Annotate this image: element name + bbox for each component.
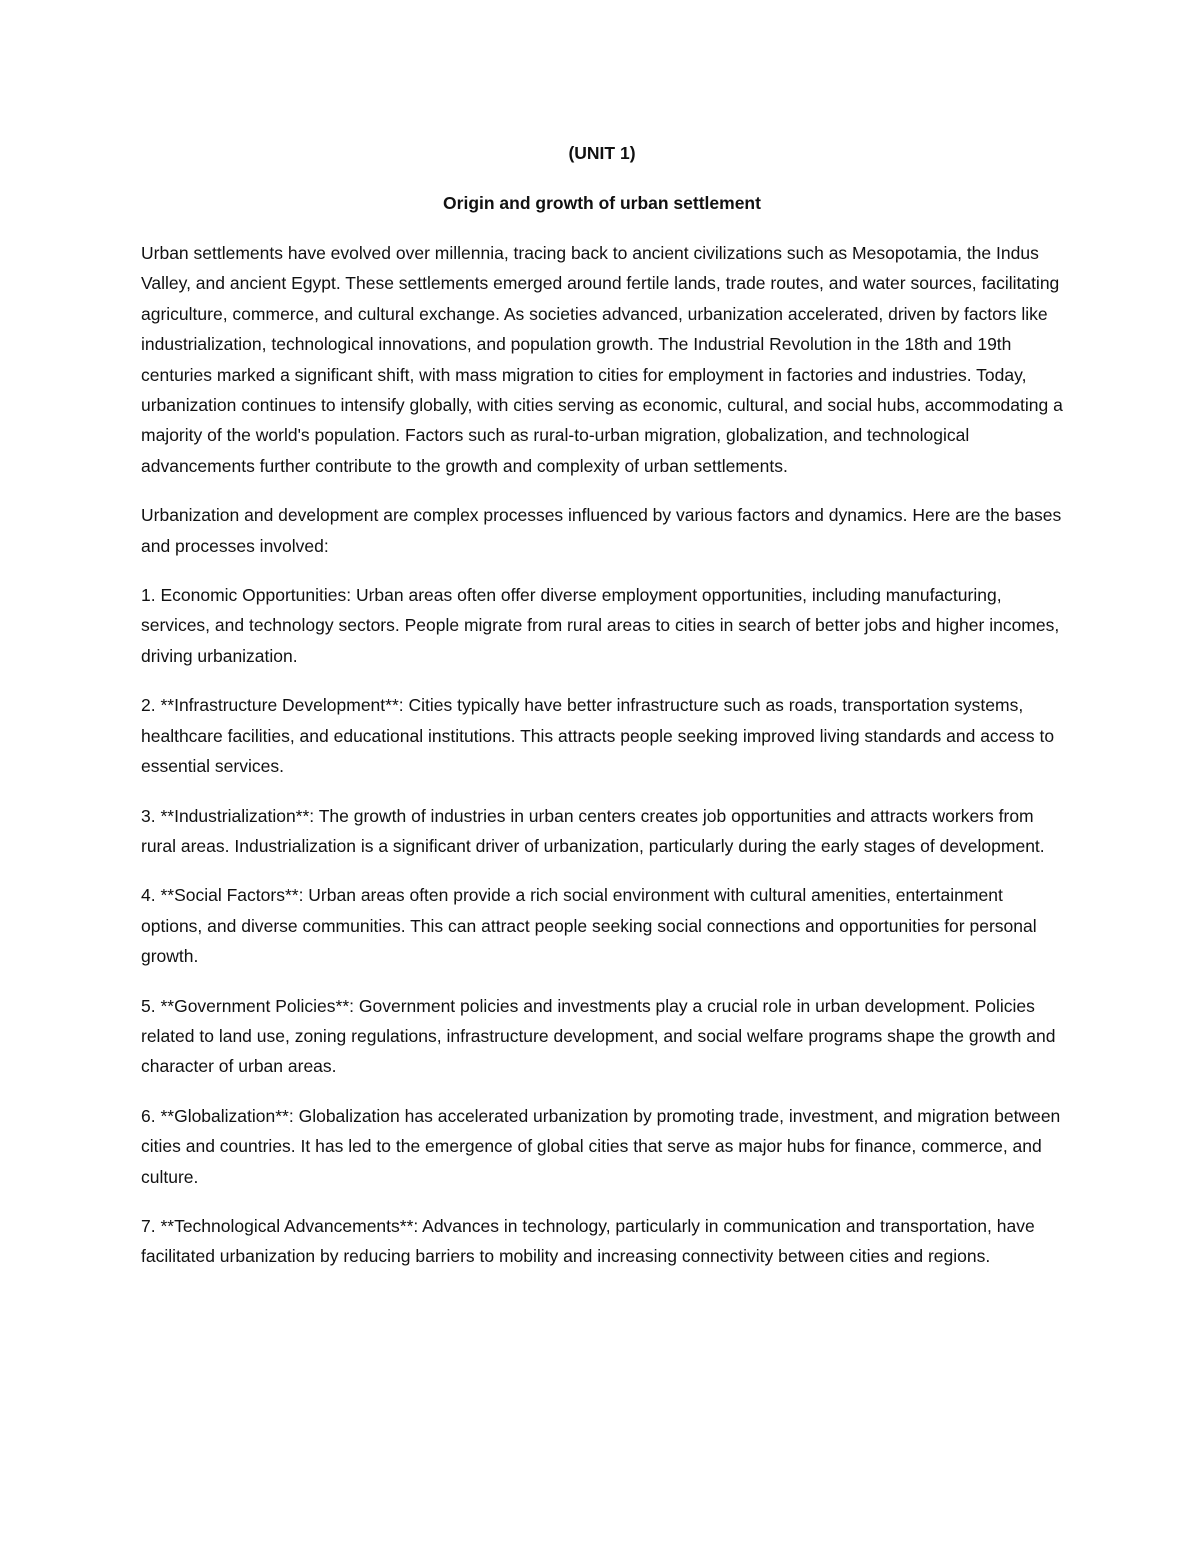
- list-item-globalization: 6. **Globalization**: Globalization has accelerated urbanization by promoting trade, investment, and migration between cities and countries. It has led to the emergence of global cities that serve as major hubs for finance, commerce, and culture.: [141, 1105, 1061, 1187]
- list-item-social-factors: 4. **Social Factors**: Urban areas often provide a rich social environment with cultural amenities, entertainment options, and diverse communities. This can attract people seeking social connections and opportunities for personal growth.: [141, 885, 1037, 967]
- list-item-industrialization: 3. **Industrialization**: The growth of industries in urban centers creates job opportunities and attracts workers from rural areas. Industrialization is a significant driver of urbanization, particularly during the early stages of development.: [141, 805, 1045, 856]
- document-title: Origin and growth of urban settlement: [443, 193, 761, 213]
- intro-paragraph: Urban settlements have evolved over millennia, tracing back to ancient civilizations such as Mesopotamia, the Indus Valley, and ancient Egypt. These settlements emerged around fertile lands, trade routes, and water sources, facilitating agriculture, commerce, and cultural exchange. As societies advanced, urbanization accelerated, driven by factors like industrialization, technological innovations, and population growth. The Industrial Revolution in the 18th and 19th centuries marked a significant shift, with mass migration to cities for employment in factories and industries. Today, urbanization continues to intensify globally, with cities serving as economic, cultural, and social hubs, accommodating a majority of the world's population. Factors such as rural-to-urban migration, globalization, and technological advancements further contribute to the growth and complexity of urban settlements.: [141, 243, 1063, 476]
- list-item-government-policies: 5. **Government Policies**: Government policies and investments play a crucial role in urban development. Policies related to land use, zoning regulations, infrastructure development, and social welfare programs shape the growth and character of urban areas.: [141, 995, 1056, 1077]
- list-item-technological-advancements: 7. **Technological Advancements**: Advances in technology, particularly in communication and transportation, have facilitated urbanization by reducing barriers to mobility and increasing connectivity between cities and regions.: [141, 1215, 1035, 1267]
- list-item-economic-opportunities: 1. Economic Opportunities: Urban areas often offer diverse employment opportunities, including manufacturing, services, and technology sectors. People migrate from rural areas to cities in search of better jobs and higher incomes, driving urbanization.: [141, 585, 1060, 666]
- document-page: [141, 138, 1063, 1291]
- unit-heading: (UNIT 1): [568, 143, 636, 163]
- list-item-infrastructure-development: 2. **Infrastructure Development**: Cities typically have better infrastructure such as roads, transportation systems, healthcare facilities, and educational institutions. This attracts people seeking improved living standards and access to essential services.: [141, 695, 1055, 777]
- bases-intro-paragraph: Urbanization and development are complex processes influenced by various factors and dynamics. Here are the bases and processes involved:: [141, 505, 1062, 556]
